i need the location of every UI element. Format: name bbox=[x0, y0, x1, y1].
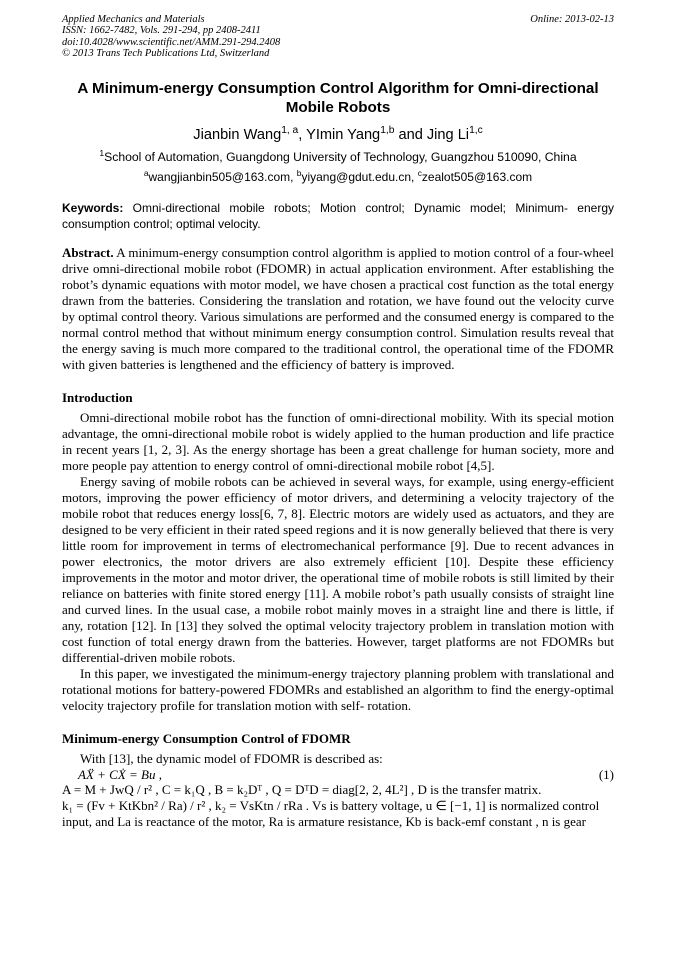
keywords-label: Keywords: bbox=[62, 201, 124, 216]
journal-header bbox=[62, 14, 614, 59]
copyright-line: © 2013 Trans Tech Publications Ltd, Switzerland bbox=[62, 47, 270, 59]
journal-name: Applied Mechanics and Materials bbox=[62, 14, 205, 25]
affiliation bbox=[62, 149, 614, 165]
keywords bbox=[62, 201, 614, 232]
intro-heading: Introduction bbox=[62, 390, 133, 406]
equation-1-number: (1) bbox=[598, 767, 614, 783]
intro-paragraph-2: Energy saving of mobile robots can be achieved in several ways, for example, using energy-efficient motors, improving the power efficiency of motor drivers, and determining a velocity trajectory of the mobile robot that reduces energy loss[6, 7, 8]. Electric motors are widely used as actuators, and they are designed to be very efficient in their rated speed regions and it is now generally believed that there is very little room for improvement in terms of electromechanical performance [9]. Due to recent advances in power electronics, the motor drivers are also extremely efficient [10]. Despite these efficiency improvements in the motor and motor driver, the operational time of mobile robots is still limited by their reliance on batteries with finite stored energy [11]. A mobile robot’s path usually consists of straight line and curved lines. In the usual case, a mobile robot mainly moves in a straight line and there is little, if any, rotation [12]. In [13] they solved the optimal velocity trajectory problem in translation motion with cost function of total energy drawn from the batteries. However, target platforms are not FDOMRs but differential-driven mobile robots. bbox=[62, 474, 614, 666]
intro-paragraph-1: Omni-directional mobile robot has the function of omni-directional mobility. With its special motion advantage, the omni-directional mobile robot is widely applied to the human production and life practice in recent years [1, 2, 3]. As the energy shortage has been a great challenge for human society, more and more people pay attention to energy control of omni-directional mobile robot [4,5]. bbox=[62, 410, 614, 474]
doi-line[interactable]: doi:10.4028/www.scientific.net/AMM.291-294.2408 bbox=[62, 36, 281, 48]
abstract bbox=[62, 245, 614, 373]
abstract-text: A minimum-energy consumption control algorithm is applied to motion control of a four-wheel drive omni-directional mobile robot (FDOMR) in actual application environment. After establishing the robot’s dynamic equations with motor model, we have chosen a practical cost function as the total energy drawn from the batteries. Considering the translation and rotation, we have found out the velocity curve by optimal control theory. Various simulations are performed and the consumed energy is compared to the normal control method that without minimum energy consumption control. Simulation results reveal that the energy saving is much more compared to the traditional control, the operational time of the FDOMR with given batteries is lengthened and the efficiency of battery is improved. bbox=[62, 245, 614, 373]
definitions-line-2: k₁ = (Fv + KtKbn² / Ra) / r² , k₂ = VsKtn / rRa . Vs is battery voltage, u ∈ [−1, 1] is normalized control bbox=[62, 798, 600, 814]
author-1: Jianbin Wang bbox=[193, 127, 282, 144]
email-list bbox=[62, 169, 614, 185]
author-3-sup: 1,c bbox=[469, 125, 483, 137]
paper-title: A Minimum-energy Consumption Control Algorithm for Omni-directional Mobile Robots bbox=[77, 80, 599, 117]
abstract-label: Abstract. bbox=[62, 245, 114, 261]
intro-paragraph-3: In this paper, we investigated the minimum-energy trajectory planning problem with translational and rotational motions for battery-powered FDOMRs and established an algorithm to find the energy-optimal velocity trajectory profile for translation motion with self- rotation. bbox=[62, 666, 614, 714]
equation-1-text: AẌ + CẊ = Bu , bbox=[78, 767, 162, 783]
paper-page bbox=[62, 14, 614, 830]
author-list bbox=[62, 126, 614, 144]
author-3: and Jing Li bbox=[394, 127, 470, 144]
email-c[interactable]: zealot505@163.com bbox=[421, 170, 533, 185]
author-1-sup: 1, a bbox=[281, 125, 299, 137]
affiliation-sup: 1 bbox=[99, 148, 105, 159]
email-c-sup: c bbox=[417, 168, 422, 179]
keywords-text: Omni-directional mobile robots; Motion control; Dynamic model; Minimum- energy consumption control; optimal velocity. bbox=[62, 201, 614, 231]
affiliation-text: School of Automation, Guangdong University of Technology, Guangzhou 510090, China bbox=[104, 150, 577, 165]
email-a[interactable]: wangjianbin505@163.com, bbox=[148, 170, 297, 185]
email-a-sup: a bbox=[143, 168, 149, 179]
equation-1 bbox=[62, 767, 614, 782]
author-2-sup: 1,b bbox=[380, 125, 395, 137]
section2-intro: With [13], the dynamic model of FDOMR is described as: bbox=[80, 751, 383, 767]
definitions-line-3: input, and La is reactance of the motor, Ra is armature resistance, Kb is back-emf constant , n is gear bbox=[62, 814, 586, 830]
online-date: Online: 2013-02-13 bbox=[530, 14, 614, 25]
email-b[interactable]: yiyang@gdut.edu.cn, bbox=[301, 170, 418, 185]
section2-heading: Minimum-energy Consumption Control of FDOMR bbox=[62, 731, 351, 747]
author-2: , YImin Yang bbox=[298, 127, 381, 144]
definitions-line-1: A = M + JwQ / r² , C = k₁Q , B = k₂Dᵀ , Q = DᵀD = diag[2, 2, 4L²] , D is the transfer matrix. bbox=[62, 782, 542, 798]
issn-line: ISSN: 1662-7482, Vols. 291-294, pp 2408-2411 bbox=[62, 25, 261, 37]
email-b-sup: b bbox=[296, 168, 302, 179]
